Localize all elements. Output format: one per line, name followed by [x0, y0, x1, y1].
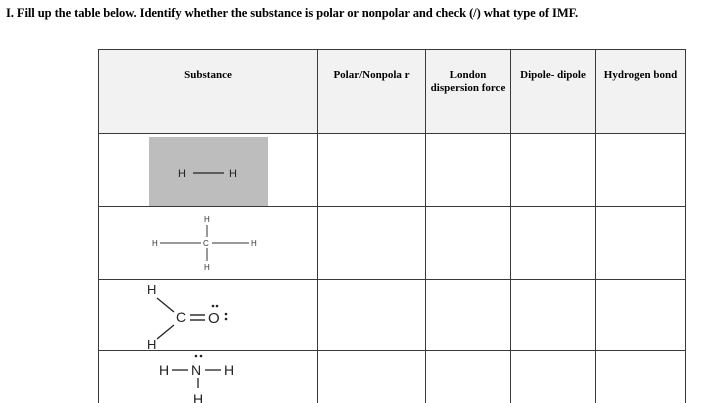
h2-atom-h-right: H — [229, 168, 237, 180]
nh3-atom-n: N — [191, 362, 202, 378]
cell-polar-nonpolar[interactable] — [318, 280, 426, 351]
table-row — [99, 280, 686, 351]
nh3-atom-h-bottom: H — [193, 391, 204, 403]
cell-polar-nonpolar[interactable] — [318, 207, 426, 280]
cell-dipole-dipole[interactable] — [511, 207, 596, 280]
nh3-atom-h-right: H — [224, 362, 235, 378]
ch4-atom-h-left: H — [152, 239, 158, 248]
ch4-atom-h-top: H — [204, 215, 210, 224]
ch2o-atom-o: O — [208, 310, 220, 327]
h2-gray-box — [149, 137, 268, 206]
cell-dipole-dipole[interactable] — [511, 134, 596, 207]
ch4-atom-c: C — [203, 239, 209, 248]
nh3-structure — [99, 351, 318, 403]
nh3-lone-pair-dot — [195, 355, 198, 358]
cell-polar-nonpolar[interactable] — [318, 134, 426, 207]
ch4-atom-h-right: H — [251, 239, 257, 248]
substance-cell-ch2o — [99, 280, 318, 351]
imf-table — [98, 49, 686, 403]
cell-london-dispersion[interactable] — [426, 351, 511, 403]
ch2o-lone-pair-dot — [225, 318, 228, 321]
substance-cell-nh3 — [99, 351, 318, 403]
ch2o-bond-h-top — [157, 298, 174, 312]
ch2o-lone-pair-dot — [216, 305, 219, 308]
ch2o-lone-pair-dot — [212, 305, 215, 308]
instruction-text: I. Fill up the table below. Identify whether the substance is polar or nonpolar and check (/) what type of IMF. — [6, 6, 579, 20]
cell-hydrogen-bond[interactable] — [596, 351, 686, 403]
header-dipole-dipole: Dipole- dipole — [511, 50, 596, 134]
ch4-atom-h-bottom: H — [204, 263, 210, 272]
ch2o-atom-h-bottom: H — [147, 337, 157, 350]
ch2o-lone-pair-dot — [225, 313, 228, 316]
h2-structure — [99, 134, 318, 206]
header-london-dispersion: London dispersion force — [426, 50, 511, 134]
cell-dipole-dipole[interactable] — [511, 280, 596, 351]
cell-london-dispersion[interactable] — [426, 134, 511, 207]
ch2o-atom-h-top: H — [147, 282, 157, 297]
header-substance: Substance — [99, 50, 318, 134]
header-hydrogen-bond: Hydrogen bond — [596, 50, 686, 134]
substance-cell-h2 — [99, 134, 318, 207]
ch2o-bond-h-bottom — [157, 325, 174, 339]
ch2o-atom-c: C — [176, 309, 187, 325]
substance-cell-ch4 — [99, 207, 318, 280]
h2-atom-h-left: H — [178, 168, 186, 180]
table-row — [99, 351, 686, 403]
table-row — [99, 207, 686, 280]
cell-hydrogen-bond[interactable] — [596, 280, 686, 351]
cell-polar-nonpolar[interactable] — [318, 351, 426, 403]
table-row — [99, 134, 686, 207]
cell-london-dispersion[interactable] — [426, 207, 511, 280]
cell-hydrogen-bond[interactable] — [596, 134, 686, 207]
cell-hydrogen-bond[interactable] — [596, 207, 686, 280]
nh3-lone-pair-dot — [200, 355, 203, 358]
cell-london-dispersion[interactable] — [426, 280, 511, 351]
header-polar-nonpolar: Polar/Nonpola r — [318, 50, 426, 134]
ch2o-structure — [99, 280, 318, 350]
header-row — [99, 50, 686, 134]
nh3-atom-h-left: H — [159, 362, 170, 378]
cell-dipole-dipole[interactable] — [511, 351, 596, 403]
ch4-structure — [99, 207, 318, 279]
